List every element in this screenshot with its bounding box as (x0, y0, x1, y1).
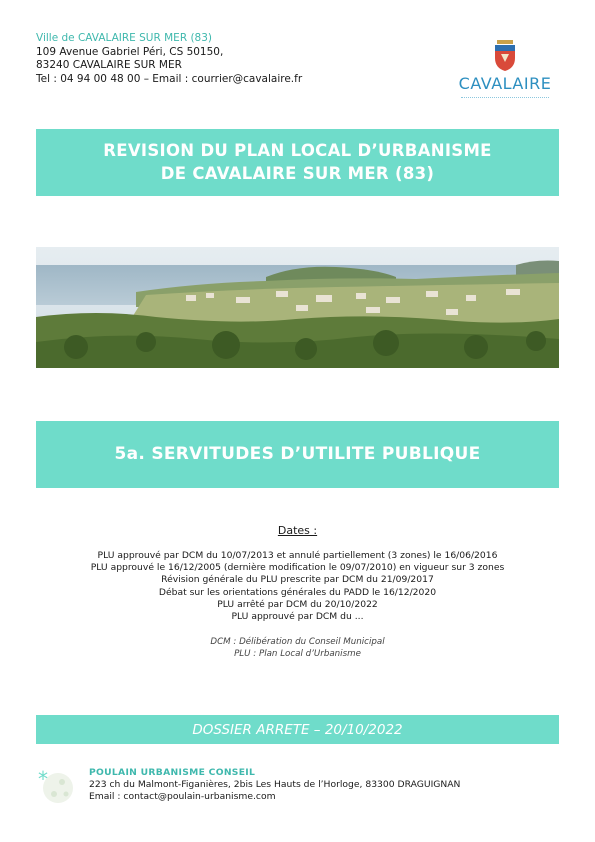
address-line-1: 109 Avenue Gabriel Péri, CS 50150, (36, 45, 224, 58)
date-line: PLU approuvé par DCM du 10/07/2013 et annulé partiellement (3 zones) le 16/06/2016 (97, 550, 498, 561)
date-line: Débat sur les orientations générales du PADD le 16/12/2020 (158, 586, 437, 598)
consultant-address: 223 ch du Malmont-Figanières, 2bis Les Hauts de l’Horloge, 83300 DRAGUIGNAN (89, 779, 461, 791)
dossier-band (36, 715, 559, 744)
municipality-name: Ville de CAVALAIRE SUR MER (83) (36, 32, 213, 44)
coat-of-arms-icon (493, 40, 517, 72)
municipality-contact-block (36, 32, 302, 86)
consultant-email: Email : contact@poulain-urbanisme.com (89, 791, 276, 803)
cavalaire-logo (455, 40, 555, 104)
dates-list (36, 550, 559, 623)
date-line: PLU arrêté par DCM du 20/10/2022 (217, 598, 378, 610)
document-title-line-1: REVISION DU PLAN LOCAL D’URBANISME (103, 141, 492, 160)
document-title-line-2: DE CAVALAIRE SUR MER (83) (160, 164, 435, 183)
date-line: PLU approuvé le 16/12/2005 (dernière modification le 09/07/2010) en vigueur sur 3 zones (90, 562, 505, 574)
contact-line: Tel : 04 94 00 48 00 – Email : courrier@cavalaire.fr (36, 72, 303, 85)
logo-tagline-line (461, 97, 549, 101)
section-title: 5a. SERVITUDES D’UTILITE PUBLIQUE (114, 444, 481, 464)
abbreviation-legend (36, 636, 559, 660)
date-line: Révision générale du PLU prescrite par DCM du 21/09/2017 (161, 574, 434, 586)
poulain-logo-icon (36, 766, 76, 806)
logo-wordmark: CAVALAIRE (458, 74, 552, 93)
section-title-band (36, 421, 559, 488)
legend-line-plu: PLU : Plan Local d’Urbanisme (234, 649, 361, 659)
address-line-2: 83240 CAVALAIRE SUR MER (36, 59, 182, 71)
document-title-band (36, 129, 559, 196)
consultant-contact-block (89, 767, 460, 804)
legend-line-dcm: DCM : Délibération du Conseil Municipal (210, 637, 385, 647)
consultant-name: POULAIN URBANISME CONSEIL (89, 767, 256, 778)
dates-heading: Dates : (277, 524, 318, 537)
panorama-photo (36, 247, 559, 368)
dossier-label: DOSSIER ARRETE – 20/10/2022 (192, 722, 403, 738)
svg-text:*: * (38, 767, 48, 791)
date-line: PLU approuvé par DCM du ... (231, 611, 364, 623)
